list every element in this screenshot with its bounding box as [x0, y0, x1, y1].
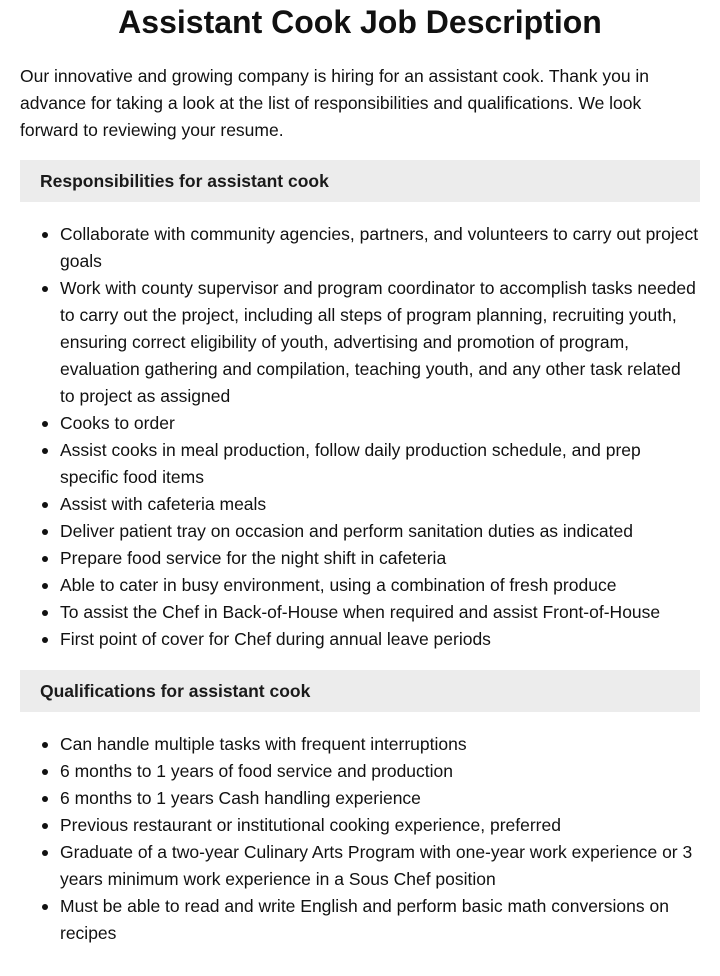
list-item: Graduate of a two-year Culinary Arts Program with one-year work experience or 3 years minimum work experience in a Sous Chef position — [20, 839, 700, 893]
list-item: Previous restaurant or institutional cooking experience, preferred — [20, 812, 700, 839]
list-item: Can handle multiple tasks with frequent interruptions — [20, 731, 700, 758]
page-title: Assistant Cook Job Description — [118, 4, 602, 40]
list-item: Able to cater in busy environment, using a combination of fresh produce — [20, 572, 700, 599]
list-item: 6 months to 1 years of food service and production — [20, 758, 700, 785]
list-item: Assist cooks in meal production, follow daily production schedule, and prep specific food items — [20, 437, 700, 491]
list-item: Assist with cafeteria meals — [20, 491, 700, 518]
list-item: Collaborate with community agencies, partners, and volunteers to carry out project goals — [20, 221, 700, 275]
list-item: Deliver patient tray on occasion and perform sanitation duties as indicated — [20, 518, 700, 545]
intro-paragraph: Our innovative and growing company is hiring for an assistant cook. Thank you in advance for taking a look at the list of responsibilities and qualifications. We look forward to reviewing your resume. — [20, 66, 650, 140]
list-item: Work with county supervisor and program coordinator to accomplish tasks needed to carry out the project, including all steps of program planning, recruiting youth, ensuring correct eligibility of youth, advertising and promotion of program, evaluation gathering and compilation, teaching youth, and any other task related to project as assigned — [20, 275, 700, 410]
list-item: To assist the Chef in Back-of-House when required and assist Front-of-House — [20, 599, 700, 626]
qualifications-heading: Qualifications for assistant cook — [20, 670, 700, 712]
list-item: 6 months to 1 years Cash handling experience — [20, 785, 700, 812]
list-item: First point of cover for Chef during annual leave periods — [20, 626, 700, 653]
qualifications-list — [20, 731, 700, 947]
responsibilities-list — [20, 221, 700, 653]
responsibilities-heading: Responsibilities for assistant cook — [20, 160, 700, 202]
list-item: Prepare food service for the night shift in cafeteria — [20, 545, 700, 572]
list-item: Must be able to read and write English and perform basic math conversions on recipes — [20, 893, 700, 947]
list-item: Cooks to order — [20, 410, 700, 437]
